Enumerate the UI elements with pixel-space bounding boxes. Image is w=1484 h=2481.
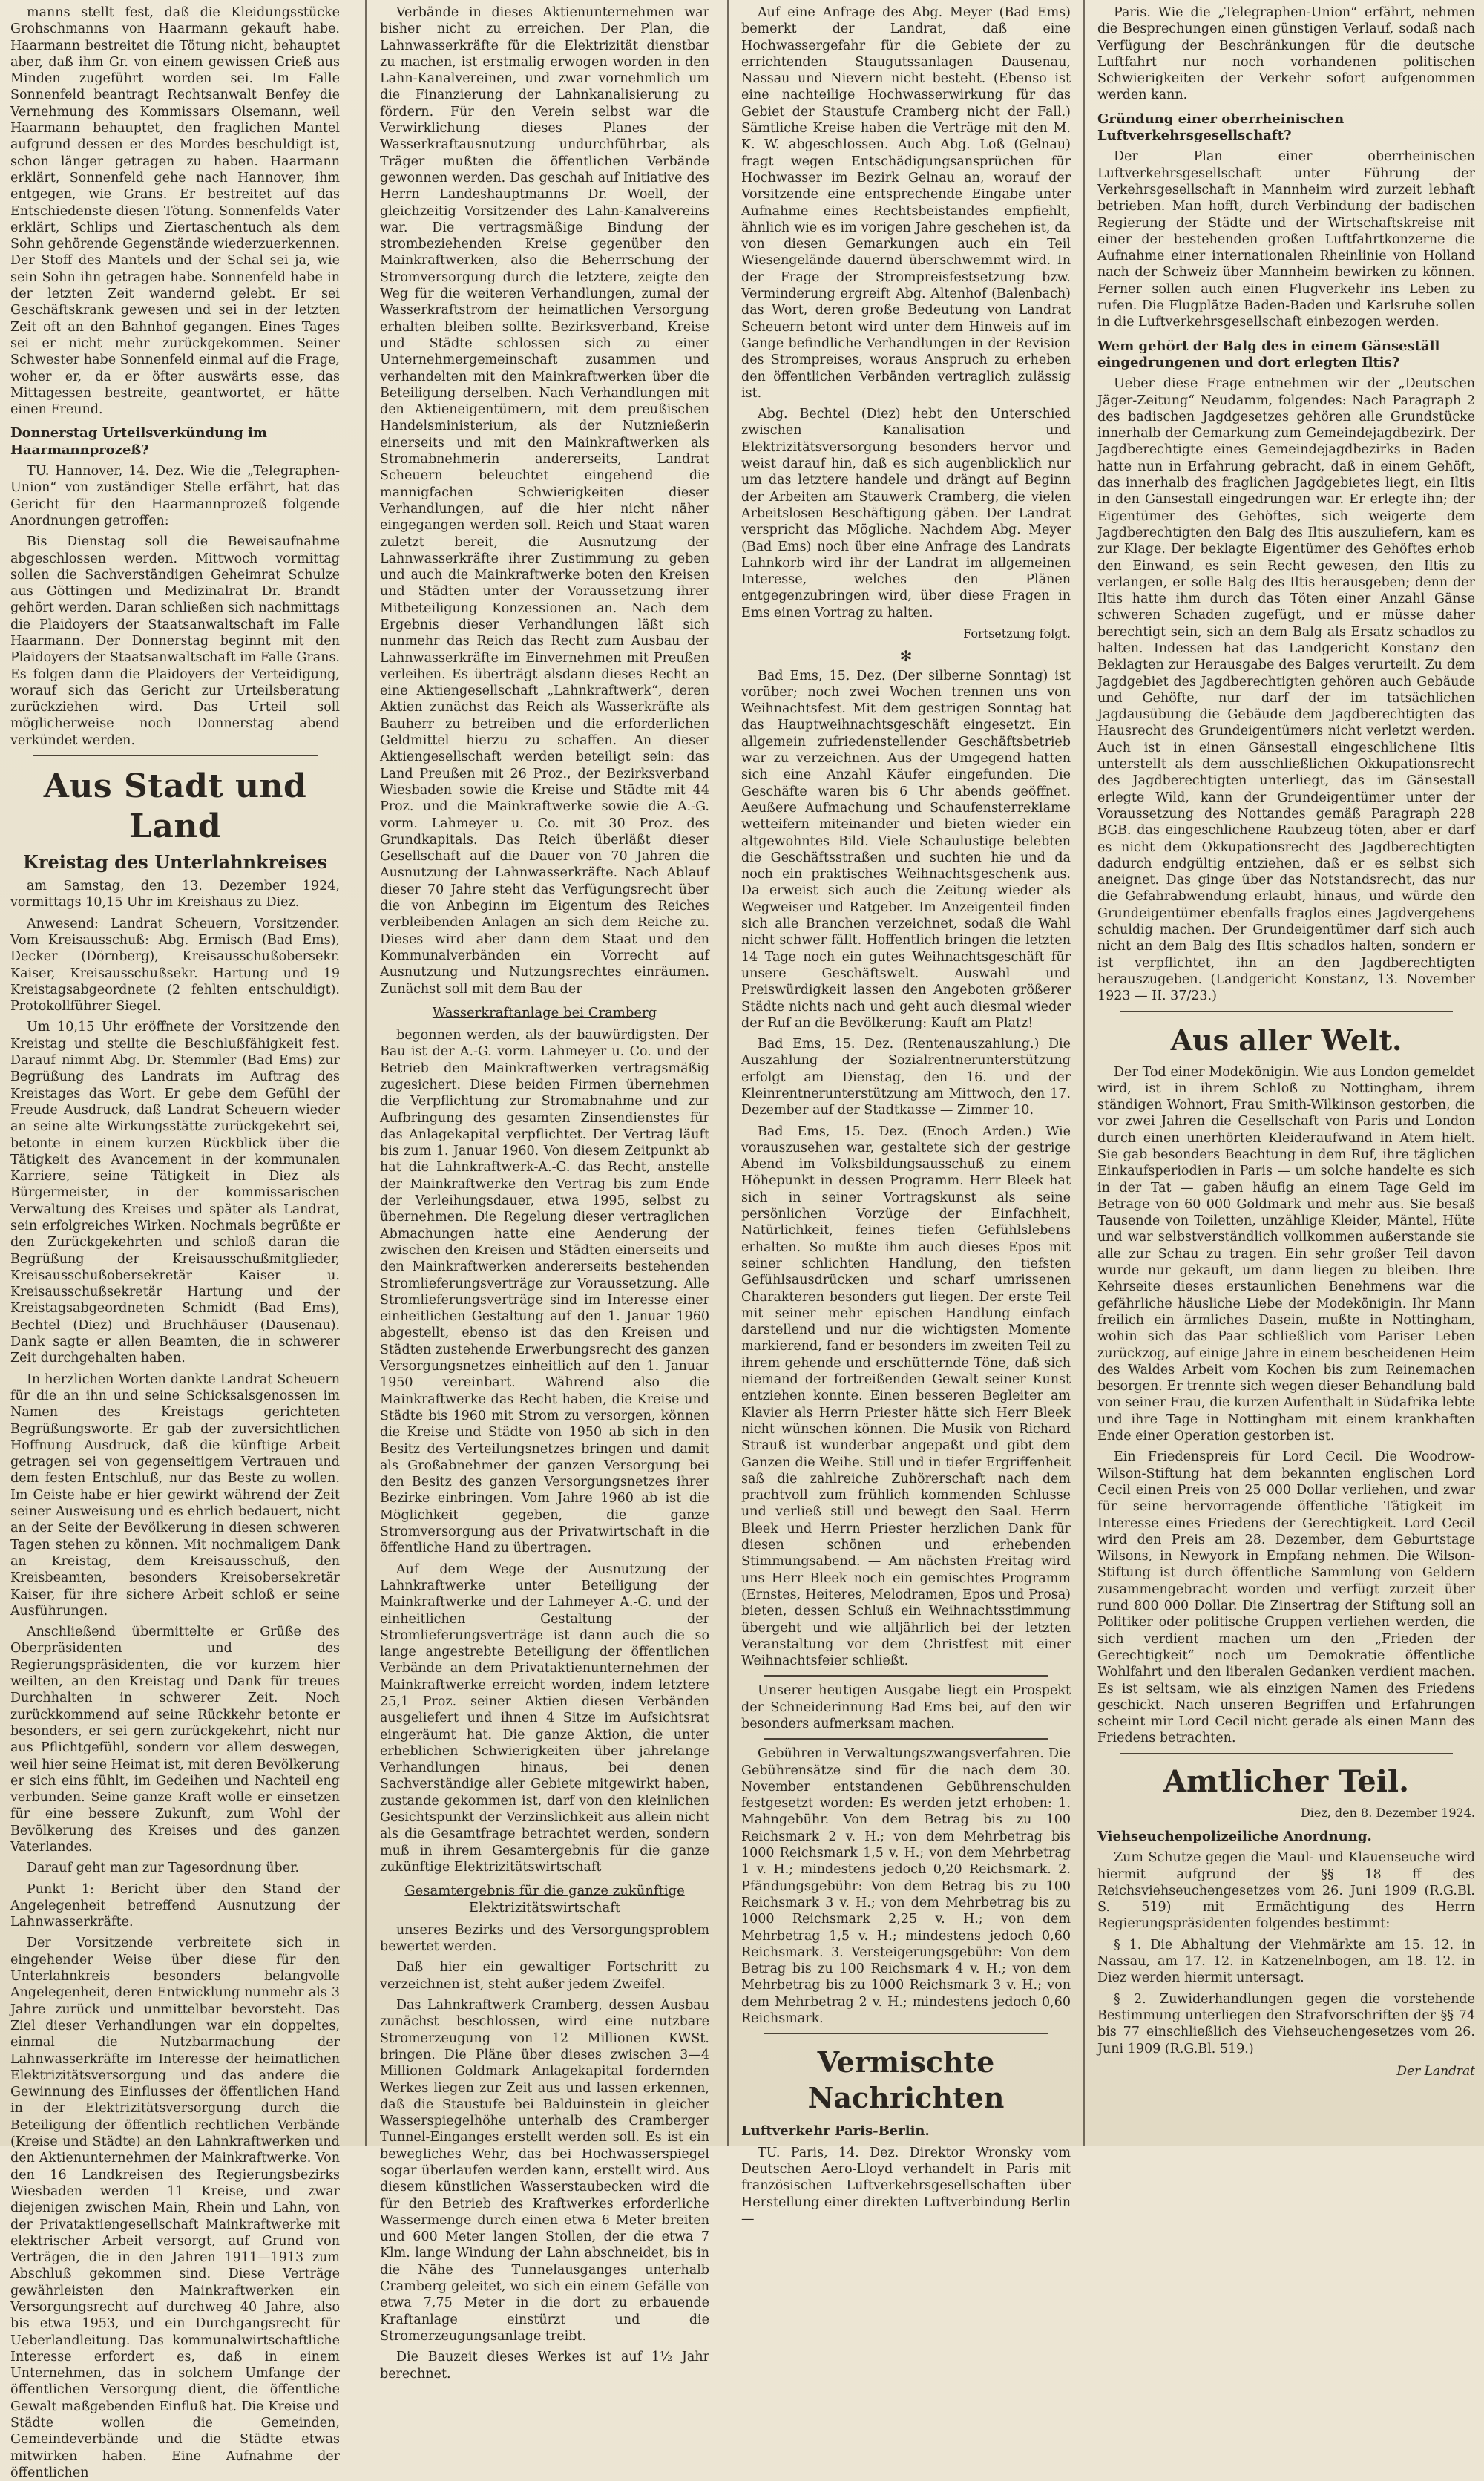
article-paragraph: Der Plan einer oberrheinischen Luftverkehrsgesellschaft unter Führung der Verkehrsgesellschaft in Mannheim wird zurzeit lebhaft betrieben. Man hofft, durch Verbindung der badischen Regierung der Städte und der Wirtschaftskreise mit einer der bestehenden großen Luftfahrtkonzerne die Aufnahme einer internationalen Rheinlinie von Holland nach der Schweiz über Mannheim bewirken zu können. Ferner sollen auch einen Flugverkehr ins Leben zu rufen. Die Flugplätze Baden-Baden und Karlsruhe sollen in die Luftverkehrsgesellschaft einbezogen werden.: [1097, 149, 1475, 330]
divider: [764, 1675, 1048, 1677]
article-headline: Gründung einer oberrheinischen Luftverkehrsgesellschaft?: [1097, 111, 1345, 144]
section-heading: Aus aller Welt.: [1170, 1023, 1402, 1057]
article-paragraph: Das Lahnkraftwerk Cramberg, dessen Ausbau zunächst beschlossen, wird eine nutzbare Stromerzeugung von 12 Millionen KWSt. bringen. Die Pläne über dieses zwischen 3—4 Millionen Goldmark Anlagekapital fordernden Werkes liegen zur Zeit aus und lassen erkennen, daß die Staustufe bei Balduinstein in gleicher Wasserspiegelhöhe unterhalb des Cramberger Tunnel-Einganges erstellt werden soll. Es ist ein bewegliches Wehr, das bei Hochwasserspiegel sogar überlaufen werden kann, erstellt wird. Aus diesem künstlichen Wasserstaubecken wird die für den Betrieb des Kraftwerkes erforderliche Wassermenge durch einen etwa 6 Meter breiten und 600 Meter langen Stollen, der die etwa 7 Klm. lange Windung der Lahn abschneidet, bis in die Nähe des Tunnelausganges unterhalb Cramberg geleitet, wo sich ein einem Gefälle von etwa 7,75 Meter in die dort zu erbauende Kraftanlage einstürzt und die Stromerzeugungsanlage treibt.: [380, 1998, 709, 2344]
article-paragraph: TU. Hannover, 14. Dez. Wie die „Telegraphen-Union“ von zuständiger Stelle erfährt, hat das Gericht für den Haarmannprozeß folgende Anordnungen getroffen:: [10, 464, 340, 528]
article-paragraph: Abg. Bechtel (Diez) hebt den Unterschied zwischen Kanalisation und Elektrizitätsversorgung besonders hervor und weist darauf hin, daß es sich augenblicklich nur um das letztere handele und drängt auf Beginn der Arbeiten am Stauwerk Cramberg, die vielen Arbeitslosen Beschäftigung gäben. Der Landrat verspricht das Mögliche. Nachdem Abg. Meyer (Bad Ems) noch über eine Anfrage des Landrats Lahnkorb wird ihr der Landrat im allgemeinen Interesse, welches den Plänen entgegenzubringen wird, über diese Fragen in Ems einen Vortrag zu halten.: [741, 407, 1071, 620]
article-paragraph: Anschließend übermittelte er Grüße des Oberpräsidenten und des Regierungspräsidenten, die vor kurzem hier weilten, an den Kreistag und Dank für treues Durchhalten in schwerer Zeit. Noch zurückkommend auf seine Rückkehr betonte er besonders, er sei gern zurückgekehrt, nicht nur aus Pflichtgefühl, sondern vor allem deswegen, weil hier seine Heimat ist, mit deren Bevölkerung er sich eins fühlt, im Gedeihen und Nachteil eng verbunden. Seine ganze Kraft wolle er einsetzen für eine bessere Zukunft, zum Wohl der Bevölkerung des Kreises und des ganzen Vaterlandes.: [10, 1625, 340, 1855]
signature: Der Landrat: [1396, 2063, 1475, 2079]
article-paragraph: am Samstag, den 13. Dezember 1924, vormittags 10,15 Uhr im Kreishaus zu Diez.: [10, 879, 340, 911]
article-headline: Donnerstag Urteilsverkündung im Haarmannprozeß?: [10, 425, 267, 458]
column-4: [1089, 0, 1484, 2146]
article-subheading: Wasserkraftanlage bei Cramberg: [432, 1004, 657, 1020]
article-paragraph: unseres Bezirks und des Versorgungsproblem bewertet werden.: [380, 1922, 709, 1955]
column-rule: [727, 0, 729, 2146]
article-paragraph: Paris. Wie die „Telegraphen-Union“ erfährt, nehmen die Besprechungen einen günstigen Verlauf, sodaß nach Verfügung der Beschränkungen für die deutsche Luftfahrt nur noch vorhandenen politischen Schwierigkeiten der Verkehr sofort aufgenommen werden kann.: [1097, 5, 1475, 103]
column-1: [1, 0, 349, 2480]
article-paragraph: § 1. Die Abhaltung der Viehmärkte am 15. 12. in Nassau, am 17. 12. in Katzenelnbogen, am 18. 12. in Diez werden hiermit untersagt.: [1097, 1937, 1475, 1986]
article-paragraph: Um 10,15 Uhr eröffnete der Vorsitzende den Kreistag und stellte die Beschlußfähigkeit fest. Darauf nimmt Abg. Dr. Stemmler (Bad Ems) zur Begrüßung des Landrats im Auftrag des Kreistages das Wort. Er gebe dem Gefühl der Freude Ausdruck, daß Landrat Scheuern wieder an seine alte Wirkungsstätte zurückgekehrt sei, betonte in einem kurzen Rückblick über die Tätigkeit des Avancement in der kommunalen Karriere, seine Tätigkeit in Diez als Bürgermeister, in der kommissarischen Verwaltung des Kreises und später als Landrat, sein erfolgreiches Wirken. Nochmals begrüßte er den Zurückgekehrten und schloß daran die Begrüßung der Kreisausschußmitglieder, Kreisausschußobersekretär Kaiser u. Kreisausschußsekretär Hartung und der Kreistagsabgeordneten Schmidt (Bad Ems), Bechtel (Diez) und Bruchhäuser (Dausenau). Dank sagte er allen Beamten, die in schwerer Zeit durchgehalten haben.: [10, 1020, 340, 1366]
article-headline: Luftverkehr Paris-Berlin.: [741, 2123, 930, 2140]
separator-star: ✻: [899, 647, 913, 666]
article-paragraph: Bad Ems, 15. Dez. (Rentenauszahlung.) Die Auszahlung der Sozialrentnerunterstützung erfolgt am Dienstag, den 16. und der Kleinrentnerunterstützung am Mittwoch, den 17. Dezember auf der Stadtkasse — Zimmer 10.: [741, 1037, 1071, 1118]
article-paragraph: Auf eine Anfrage des Abg. Meyer (Bad Ems) bemerkt der Landrat, daß eine Hochwassergefahr für die Gebiete der zu errichtenden Staugutssanlagen Dausenau, Nassau und Nievern nicht besteht. (Ebenso ist eine nachteilige Hochwasserwirkung für das Gebiet der Staustufe Cramberg nicht der Fall.) Sämtliche Kreise haben die Verträge mit den M. K. W. abgeschlossen. Auch Abg. Loß (Gelnau) fragt wegen Entschädigungsansprüchen für Hochwasser im Bezirk Gelnau an, worauf der Vorsitzende eine entsprechende Eingabe unter Aufnahme eines Rechtsbeistandes empfiehlt, ähnlich wie es im vorigen Jahre geschehen ist, da von diesen Gemarkungen auch ein Teil Wiesengelände dauernd überschwemmt wird. In der Frage der Strompreisfestsetzung bzw. Verminderung ergreift Abg. Altenhof (Balenbach) das Wort, deren große Bedeutung von Landrat Scheuern betont wird unter dem Hinweis auf im Gange befindliche Verhandlungen in der Revision des Strompreises, woraus Anspruch zu erheben den öffentlichen Verbänden vertraglich zulässig ist.: [741, 5, 1071, 401]
article-headline: Wem gehört der Balg des in einem Gänseställ eingedrungenen und dort erlegten Iltis?: [1097, 338, 1440, 370]
article-paragraph: Anwesend: Landrat Scheuern, Vorsitzender. Vom Kreisausschuß: Abg. Ermisch (Bad Ems), Decker (Dörnberg), Kreisausschußobersekr. Kaiser, Kreisausschußsekr. Hartung und 19 Kreistagsabgeordnete (2 fehlten entschuldigt). Protokollführer Siegel.: [10, 916, 340, 1015]
section-heading: Amtlicher Teil.: [1163, 1763, 1410, 1799]
article-headline: Viehseuchenpolizeiliche Anordnung.: [1097, 1828, 1372, 1844]
article-paragraph: § 2. Zuwiderhandlungen gegen die vorstehende Bestimmung unterliegen den Strafvorschriften der §§ 74 bis 77 einschließlich des Viehseuchengesetzes vom 26. Juni 1909 (R.G.Bl. 519.): [1097, 1991, 1475, 2056]
article-paragraph: Bis Dienstag soll die Beweisaufnahme abgeschlossen werden. Mittwoch vormittag sollen die Sachverständigen Geheimrat Schulze aus Göttingen und Medizinalrat Dr. Brandt gehört werden. Daran schließen sich nachmittags die Plaidoyers der Staatsanwaltschaft im Falle Haarmann. Der Donnerstag beginnt mit den Plaidoyers der Staatsanwaltschaft im Falle Grans. Es folgen dann die Plaidoyers der Verteidigung, worauf sich das Gericht zur Urteilsberatung zurückziehen wird. Das Urteil soll möglicherweise noch Donnerstag abend verkündet werden.: [10, 534, 340, 748]
article-paragraph: Daß hier ein gewaltiger Fortschritt zu verzeichnen ist, steht außer jedem Zweifel.: [380, 1960, 709, 1992]
article-paragraph: TU. Paris, 14. Dez. Direktor Wronsky vom Deutschen Aero-Lloyd verhandelt in Paris mit französischen Luftverkehrsgesellschaften über Herstellung einer direkten Luftverbindung Berlin—: [741, 2145, 1071, 2226]
article-paragraph: Zum Schutze gegen die Maul- und Klauenseuche wird hiermit aufgrund der §§ 18 ff des Reichsviehseuchengesetzes vom 26. Juni 1909 (R.G.Bl. S. 519) mit Ermächtigung des Herrn Regierungspräsidenten folgendes bestimmt:: [1097, 1850, 1475, 1932]
article-paragraph: Der Vorsitzende verbreitete sich in eingehender Weise über diese für den Unterlahnkreis besonders belangvolle Angelegenheit, deren Entwicklung nunmehr als 3 Jahre zurück und unmittelbar bevorsteht. Das Ziel dieser Verhandlungen war ein doppeltes, einmal die Nutzbarmachung der Lahnwasserkräfte im Interesse der heimatlichen Elektrizitätsversorgung und das andere die Gewinnung des Einflusses der öffentlichen Hand in der Elektrizitätsversorgung durch die Beteiligung der öffentlich rechtlichen Verbände (Kreise und Städte) an den Lahnkraftwerken und den Aktienunternehmen der Mainkraftwerke. Von den 16 Landkreisen des Regierungsbezirks Wiesbaden werden 11 Kreise, und zwar diejenigen zwischen Main, Rhein und Lahn, von der Privataktiengesellschaft Mainkraftwerke mit elektrischer Arbeit versorgt, auf Grund von Verträgen, die in den Jahren 1911—1913 zum Abschluß gekommen sind. Diese Verträge gewährleisten den Mainkraftwerken ein Versorgungsrecht auf durchweg 40 Jahre, also bis etwa 1953, und ein Durchgangsrecht für Ueberlandleitung. Das kommunalwirtschaftliche Interesse erfordert es, daß in einem Unternehmen, das in solchem Umfange der öffentlichen Versorgung dient, die öffentliche Gewalt maßgebenden Einfluß hat. Die Kreise und Städte wollen die Gemeinden, Gemeindeverbände und die Städte etwas mitwirken haben. Eine Aufnahme der öffentlichen: [10, 1936, 340, 2480]
article-subheading: Gesamtergebnis für die ganze zukünftige Elektrizitätswirtschaft: [404, 1883, 685, 1915]
article-paragraph: Darauf geht man zur Tagesordnung über.: [27, 1861, 300, 1876]
column-rule: [365, 0, 367, 2146]
article-paragraph: Punkt 1: Bericht über den Stand der Angelegenheit betreffend Ausnutzung der Lahnwasserkräfte.: [10, 1881, 340, 1930]
column-3: [732, 0, 1080, 2226]
article-paragraph: Die Bauzeit dieses Werkes ist auf 1½ Jahr berechnet.: [380, 2350, 709, 2382]
divider: [1120, 1753, 1453, 1754]
section-heading: Vermischte Nachrichten: [807, 2045, 1005, 2115]
article-paragraph: manns stellt fest, daß die Kleidungsstücke Grohschmanns von Haarmann gekauft habe. Haarmann bestreitet die Tötung nicht, behauptet aber, daß ihm Gr. von einem gewissen Grieß aus Minden zugeführt worden sei. Im Falle Sonnenfeld beantragt Rechtsanwalt Benfey die Vernehmung des Kommissars Olsemann, weil Haarmann behauptet, den fraglichen Mantel aufgrund dessen er des Mordes beschuldigt ist, schon länger getragen zu haben. Haarmann erklärt, Sonnenfeld gehe nach Hannover, ihm entgegen, wie Grans. Er bestreitet auf das Entschiedenste diesen Tötung. Sonnenfelds Vater erklärt, Schlips und Ziertaschentuch als dem Sohn gehörende Gegenstände wiederzuerkennen. Der Stoff des Mantels und der Schal sei ja, wie sein Sohn ihn getragen habe. Sonnenfeld habe in der letzten Zeit wandernd gelebt. Er sei Geschäftskrank gewesen und sei in der letzten Zeit oft an den Bahnhof gegangen. Eines Tages sei er nicht mehr zurückgekommen. Seiner Schwester habe Sonnenfeld einmal auf die Frage, woher er, da er öfter auswärts esse, das Mittagessen bestreite, geantwortet, er hätte einen Freund.: [10, 5, 340, 418]
article-paragraph: Ueber diese Frage entnehmen wir der „Deutschen Jäger-Zeitung“ Neudamm, folgendes: Nach Paragraph 2 des badischen Jagdgesetzes gehören alle Grundstücke innerhalb der Gemarkung zum Gemeindejagdbezirk. Der Jagdberechtigte eines Gemeindejagdbezirks in Baden hatte nun in Erfahrung gebracht, daß in einem Gehöft, das innerhalb des fraglichen Jagdgebietes liegt, ein Iltis in den Gänsestall eingedrungen war. Er erlegte ihn; der Eigentümer des Gehöftes, sich weigerte dem Jagdberechtigten den Balg des Iltis auszuliefern, kam es zur Klage. Der beklagte Eigentümer des Gehöftes erhob den Einwand, es sein Recht gewesen, den Iltis zu verlangen, er solle Balg des Iltis herausgeben; denn der Iltis hatte ihm durch das Töten einer Anzahl Gänse schweren Schaden zugefügt, und er müsse daher berechtigt sein, sich an dem Balg als Ersatz schadlos zu halten. Indessen hat das Landgericht Konstanz den Beklagten zur Herausgabe des Balges verurteilt. Zu dem Jagdgebiet des Jagdberechtigten gehören auch Gebäude und Gehöfte, nur darf der im tatsächlichen Jagdausübung die Gebäude dem Jagdberechtigten das Hausrecht des Grundeigentümers nicht verletzt werden. Auch ist in einen Gänsestall eingeschlichene Iltis unterstellt als dem ausschließlichen Okkupationsrecht des Jagdberechtigten unterliegt, das im Gänsestall erlegte Wild, kann der Grundeigentümer unter der Voraussetzung des Nottandes gemäß Paragraph 228 BGB. das eingeschlichene Raubzeug töten, aber er darf es nicht dem Okkupationsrecht des Jagdberechtigten dadurch endgültig entziehen, daß er es selbst sich aneignet. Das ginge über das Notstandsrecht, das nur die Gefahrabwendung erlaubt, hinaus, und würde den Grundeigentümer ebenfalls fraglos eines Jagdvergehens schuldig machen. Der Grundeigentümer darf sich auch nicht an dem Balg des Iltis schadlos halten, sondern er ist verpflichtet, ihn an den Jagdberechtigten herauszugeben. (Landgericht Konstanz, 13. November 1923 — II. 37/23.): [1097, 376, 1475, 1004]
divider: [33, 755, 318, 756]
divider: [764, 1738, 1048, 1740]
section-heading: Aus Stadt und Land: [43, 767, 307, 846]
article-paragraph: Auf dem Wege der Ausnutzung der Lahnkraftwerke unter Beteiligung der Mainkraftwerke und der Lahmeyer A.-G. und der einheitlichen Gestaltung der Stromlieferungsverträge ist dann auch die so lange angestrebte Beteiligung der öffentlichen Verbände an dem Privataktienunternehmen der Mainkraftwerke erreicht worden, indem letztere 25,1 Proz. seiner Aktien diesen Verbänden ausgeliefert und ihnen 4 Sitze im Aufsichtsrat eingeräumt hat. Die ganze Aktion, die unter erheblichen Schwierigkeiten über jahrelange Verhandlungen hinaus, bei denen Sachverständige aller Gebiete mitgewirkt haben, zustande gekommen ist, darf von den kleinlichen Gesichtspunkt der Verzinslichkeit aus allein nicht als die Gesamtfrage betrachtet werden, sondern muß in ihrem Gesamtergebnis für die ganze zukünftige Elektrizitätswirtschaft: [380, 1561, 709, 1875]
column-rule: [1083, 0, 1085, 2146]
dateline: Diez, den 8. Dezember 1924.: [1300, 1805, 1475, 1820]
divider: [764, 2033, 1048, 2034]
article-paragraph: Bad Ems, 15. Dez. (Enoch Arden.) Wie vorauszusehen war, gestaltete sich der gestrige Abend im Volksbildungsausschuß zu einem Höhepunkt in dessen Programm. Herr Bleek hat sich in seiner Vortragskunst als seine persönlichen Vorzüge der Einfachheit, Natürlichkeit, feines tiefen Gefühlslebens erhalten. So mußte ihm auch dieses Epos mit seiner schlichten Handlung, den tiefsten Gefühlsausdrücken und scharf umrissenen Charakteren besonders gut liegen. Der erste Teil mit seiner mehr epischen Handlung einfach darstellend und nur die wichtigsten Momente markierend, fand er besonders im zweiten Teil zu ihrem gehende und erschütternde Töne, daß sich niemand der fortreißenden Gewalt seiner Kunst entziehen konnte. Einen besseren Begleiter am Klavier als Herrn Priester hätte sich Herr Bleek nicht wünschen können. Die Musik von Richard Strauß ist wunderbar angepaßt und gibt dem Ganzen die Weihe. Still und in tiefer Ergriffenheit saß die zahlreiche Zuhörerschaft nach dem prachtvoll zum frühlich kommenden Schlusse und verließ still und bewegt den Saal. Herrn Bleek und Herrn Priester herzlichen Dank für diesen schönen und erhebenden Stimmungsabend. — Am nächsten Freitag wird uns Herr Bleek noch ein gemischtes Programm (Ernstes, Heiteres, Melodramen, Epos und Prosa) bieten, dessen Schluß ein Weihnachtsstimmung übergeht und wie alljährlich bei der letzten Veranstaltung vor dem Christfest mit einer Weihnachtsfeier schließt.: [741, 1124, 1071, 1669]
divider: [1120, 1011, 1453, 1012]
article-paragraph: Ein Friedenspreis für Lord Cecil. Die Woodrow-Wilson-Stiftung hat dem bekannten englischen Lord Cecil einen Preis von 25 000 Dollar verliehen, und zwar für seine hervorragende öffentliche Tätigkeit im Interesse eines Friedens der Gerechtigkeit. Lord Cecil wird den Preis am 28. Dezember, dem Geburtstage Wilsons, in Newyork in Empfang nehmen. Die Wilson-Stiftung ist durch öffentliche Sammlung von Geldern zusammengebracht worden und verfügt zurzeit über rund 800 000 Dollar. Die Zinsertrag der Stiftung soll an Politiker oder politische Gruppen verliehen werden, die sich verdient machen um den „Frieden der Gerechtigkeit“ noch um Demokratie öffentliche Wohlfahrt und den liberalen Gedanken verdient machen. Es ist seltsam, wie als einzigen Namen des Friedens geschickt. Nach unseren Begriffen und Erfahrungen scheint mir Lord Cecil nicht gerade als einen Mann des Friedens betrachten.: [1097, 1449, 1475, 1746]
article-paragraph: begonnen werden, als der bauwürdigsten. Der Bau ist der A.-G. vorm. Lahmeyer u. Co. und der Betrieb den Mainkraftwerken vertragsmäßig zugesichert. Diese beiden Firmen übernehmen die Verpflichtung zur Stromabnahme und zur Aufbringung des gesamten Zinsendienstes für das Anlagekapital verpflichtet. Der Vertrag läuft bis zum 1. Januar 1960. Von diesem Zeitpunkt ab hat die Lahnkraftwerk-A.-G. das Recht, anstelle der Mainkraftwerke den Vertrag bis zum Ende der Verleihungsdauer, etwa 1995, selbst zu übernehmen. Die Regelung dieser vertraglichen Abmachungen hatte eine Aenderung der zwischen den Kreisen und Städten einerseits und den Mainkraftwerken andererseits bestehenden Stromlieferungsverträge zur Voraussetzung. Alle Stromlieferungsverträge sind im Interesse einer einheitlichen Gestaltung auf den 1. Januar 1960 abgestellt, ebenso ist das den Kreisen und Städten zustehende Erwerbungsrecht des ganzen Versorgungsnetzes einheitlich auf den 1. Januar 1950 vereinbart. Während also die Mainkraftwerke das Recht haben, die Kreise und Städte bis 1960 mit Strom zu versorgen, können die Kreise und Städte von 1950 ab sich in den Besitz des Verteilungsnetzes bringen und damit als Großabnehmer der ganzen Versorgung bei den Besitz des ganzen Versorgungsnetzes ihrer Bezirke einbringen. Vom Jahre 1960 ab ist die Möglichkeit gegeben, die ganze Stromversorgung aus der Privatwirtschaft in die öffentliche Hand zu übertragen.: [380, 1028, 709, 1556]
article-paragraph: Bad Ems, 15. Dez. (Der silberne Sonntag) ist vorüber; noch zwei Wochen trennen uns von Weihnachtsfest. Mit dem gestrigen Sonntag hat das Hauptweihnachtsgeschäft eingesetzt. Ein allgemein zufriedenstellender Geschäftsbetrieb war zu verzeichnen. Aus der Umgegend hatten sich eine Anzahl Käufer eingefunden. Die Geschäfte waren bis 6 Uhr abends geöffnet. Aeußere Aufmachung und Schaufensterreklame wetteifern miteinander und bieten wieder ein altgewohntes Bild. Viele Schaulustige belebten die Geschäftsstraßen und suchten hie und da noch ein praktisches Weihnachtsgeschenk aus. Da erweist sich auch die Zeitung wieder als Wegweiser und Ratgeber. Im Anzeigenteil finden sich alle Branchen verzeichnet, sodaß die Wahl nicht schwer fällt. Hoffentlich bringen die letzten 14 Tage noch ein gutes Weihnachtsgeschäft für unsere Geschäftswelt. Auswahl und Preiswürdigkeit lassen den Angeboten größerer Städte nichts nach und geht auch diesmal wieder der Ruf an die Bevölkerung: Kauft am Platz!: [741, 668, 1071, 1031]
column-2: [371, 0, 718, 2382]
article-paragraph: In herzlichen Worten dankte Landrat Scheuern für die an ihn und seine Schicksalsgenossen im Namen des Kreistags gerichteten Begrüßungsworte. Er gab der zuversichtlichen Hoffnung Ausdruck, daß die künftige Arbeit getragen sei von gegenseitigem Vertrauen und dem festen Entschluß, nur das Beste zu wollen. Im Geiste habe er hier gewirkt während der Zeit seiner Ausweisung und es ehrlich bedauert, nicht an der Seite der Bevölkerung in diesen schweren Tagen stehen zu können. Mit nochmaligem Dank an Kreistag, dem Kreisausschuß, den Kreisbeamten, besonders Kreisobersekretär Kaiser, für ihre sichere Arbeit schloß er seine Ausführungen.: [10, 1371, 340, 1619]
article-paragraph: Unserer heutigen Ausgabe liegt ein Prospekt der Schneiderinnung Bad Ems bei, auf den wir besonders aufmerksam machen.: [741, 1683, 1071, 1731]
article-paragraph: Verbände in dieses Aktienunternehmen war bisher nicht zu erreichen. Der Plan, die Lahnwasserkräfte für die Elektrizität dienstbar zu machen, ist erstmalig erwogen worden in den Lahn-Kanalvereinen, und zwar vornehmlich um die Finanzierung der Lahnkanalisierung zu fördern. Für den Verein selbst war die Verwirklichung dieses Planes der Wasserkraftausnutzung undurchführbar, als Träger mußten die öffentlichen Verbände gewonnen werden. Das geschah auf Initiative des Herrn Landeshauptmanns Dr. Woell, der gleichzeitig Vorsitzender des Lahn-Kanalvereins war. Die vertragsmäßige Bindung der strombeziehenden Kreise gegenüber den Mainkraftwerken, also die Beherrschung der Stromversorgung durch die letztere, zeigte den Weg für die weiteren Verhandlungen, zumal der Wasserkraftstrom der heimatlichen Versorgung erhalten bleiben sollte. Bezirksverband, Kreise und Städte schlossen sich zu einer Unternehmergemeinschaft zusammen und verhandelten mit den Mainkraftwerken über die Beteiligung derselben. Nach Verhandlungen mit den Aktieneigentümern, mit dem preußischen Handelsministerium, als der Nutznießerin einerseits und mit den Mainkraftwerken als Stromabnehmerin andererseits, Landrat Scheuern beleuchtet eingehend die mannigfachen Schwierigkeiten dieser Verhandlungen, auf die hier nicht näher eingegangen werden soll. Reich und Staat waren zuletzt bereit, die Ausnutzung der Lahnwasserkräfte ihrer Zustimmung zu geben und auch die Mainkraftwerke boten den Kreisen und Städten unter der Voraussetzung ihrer Mitbeteiligung Konzessionen an. Nach dem Ergebnis dieser Verhandlungen läßt sich nunmehr das Reich das Recht zum Ausbau der Lahnwasserkräfte im Einvernehmen mit Preußen verleihen. Es überträgt alsdann dieses Recht an eine Aktiengesellschaft „Lahnkraftwerk“, deren Aktien zunächst das Reich als Wasserkräfte als Bauherr zu betreiben und die erforderlichen Geldmittel hierzu zu schaffen. An dieser Aktiengesellschaft werden beteiligt sein: das Land Preußen mit 26 Proz., der Bezirksverband Wiesbaden sowie die Kreise und Städte mit 44 Proz. und die Mainkraftwerke sowie die A.-G. vorm. Lahmeyer u. Co. mit 30 Proz. des Grundkapitals. Das Reich überläßt dieser Gesellschaft auf die Dauer von 70 Jahren die Ausnutzung der Lahnwasserkräfte. Nach Ablauf dieser 70 Jahre steht das Verfügungsrecht über die von Anbeginn im Eigentum des Reiches verbleibenden Anlagen an sich dem Reiche zu. Dieses wird aber dann dem Staat und den Kommunalverbänden ein Vorrecht auf Ausnutzung und Nutzungsrechtes einräumen. Zunächst soll mit dem Bau der: [380, 5, 709, 997]
article-paragraph: Der Tod einer Modekönigin. Wie aus London gemeldet wird, ist in ihrem Schloß zu Nottingham, ihrem ständigen Wohnort, Frau Smith-Wilkinson gestorben, die vor zwei Jahren die Gesellschaft von Paris und London durch einen unerhörten Kleideraufwand in Atem hielt. Sie gab besonders Beachtung in dem Ruf, ihre täglichen Einkaufsperiodien in Paris — um solche handelte es sich in der Tat — gaben häufig an einem Tage Geld im Betrage von 60 000 Goldmark und mehr aus. Sie besaß Tausende von Toiletten, unzählige Kleider, Mäntel, Hüte und war selbstverständlich vollkommen außerstande sie alle zur Schau zu tragen. Ein sehr großer Teil davon wurde nur gekauft, um dann liegen zu bleiben. Ihre Kehrseite dieses erstaunlichen Benehmens war die gefährliche häusliche Liebe der Modekönigin. Ihr Mann freilich ein ärmliches Dasein, mußte in Nottingham, wohin sich das Paar schließlich vom Pariser Leben zurückzog, auf einige Jahre in einem bescheidenen Heim des Waldes Arbeit vom Kochen bis zum Reinemachen besorgen. Er trennte sich wegen dieser Behandlung bald von seiner Frau, die kurzen Aufenthalt in Südafrika lebte und ihre Tage in Nottingham mit einem krankhaften Ende einer Operation gestorben ist.: [1097, 1064, 1475, 1444]
article-paragraph: Gebühren in Verwaltungszwangsverfahren. Die Gebührensätze sind für die nach dem 30. November entstandenen Gebührenschulden festgesetzt worden: Es werden jetzt erhoben: 1. Mahngebühr. Von dem Betrag bis zu 100 Reichsmark 2 v. H.; von dem Mehrbetrag bis 1000 Reichsmark 1,5 v. H.; von dem Mehrbetrag 1 v. H.; mindestens jedoch 0,20 Reichsmark. 2. Pfändungsgebühr: Von dem Betrag bis zu 100 Reichsmark 3 v. H.; von dem Mehrbetrag bis zu 1000 Reichsmark 2,25 v. H.; von dem Mehrbetrag 1,5 v. H.; mindestens jedoch 0,60 Reichsmark. 3. Versteigerungsgebühr: Von dem Betrag bis zu 100 Reichsmark 4 v. H.; von dem Mehrbetrag bis zu 1000 Reichsmark 3 v. H.; von dem Mehrbetrag 2 v. H.; mindestens jedoch 0,60 Reichsmark.: [741, 1746, 1071, 2027]
continuation-note: Fortsetzung folgt.: [963, 626, 1071, 640]
article-headline: Kreistag des Unterlahnkreises: [23, 851, 327, 874]
